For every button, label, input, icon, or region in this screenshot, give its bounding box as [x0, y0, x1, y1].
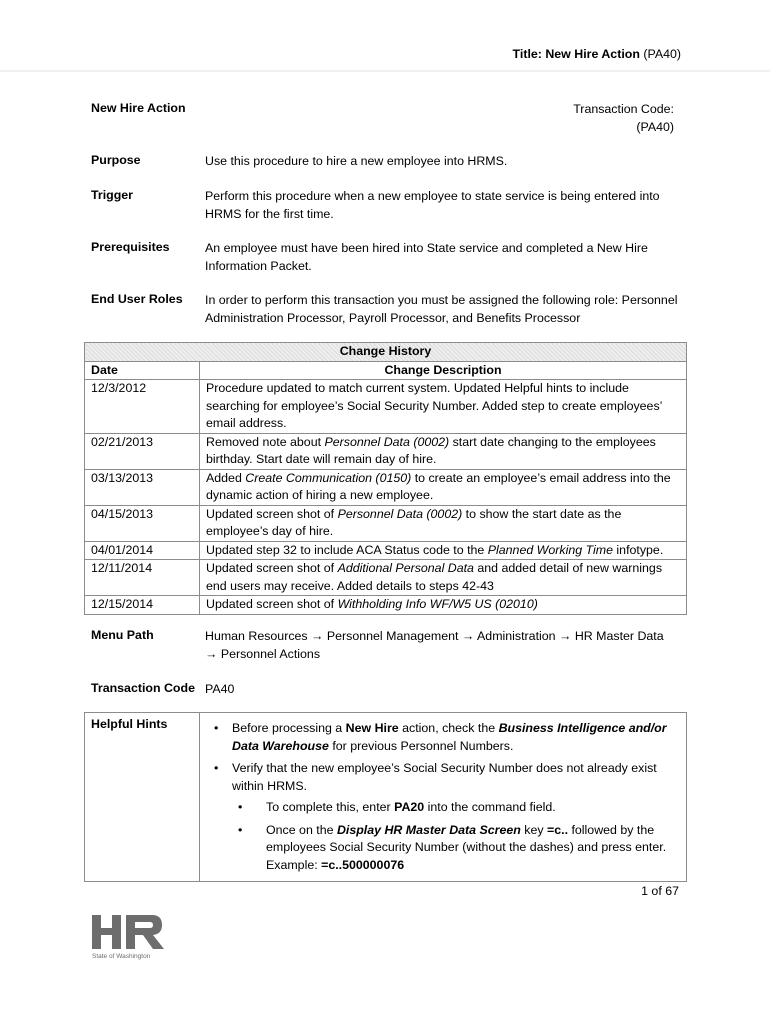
change-description: Procedure updated to match current system. Updated Helpful hints to include searching for employee’s Social Security Number. Added step to create employees’ email address. [200, 380, 687, 434]
menu-path-text [205, 628, 685, 663]
section-heading: New Hire Action [91, 101, 186, 115]
change-date: 12/11/2014 [85, 560, 200, 596]
change-history-row [85, 469, 687, 505]
menu-path-line-1: Human Resources → Personnel Management → Administration → HR Master Data [205, 629, 664, 643]
helpful-hints-content [200, 713, 687, 882]
transaction-code-heading: Transaction Code: (PA40) [573, 102, 674, 134]
description-column-header: Change Description [200, 361, 687, 380]
change-description: Removed note about Personnel Data (0002) start date changing to the employees birthday. Start date will remain day of hire. [200, 433, 687, 469]
page-number: 1 of 67 [641, 884, 679, 898]
hint-subitem: • To complete this, enter PA20 into the command field. [252, 799, 676, 817]
transaction-code-label: Transaction Code [91, 681, 195, 695]
helpful-hints-table [84, 712, 687, 882]
change-description: Added Create Communication (0150) to create an employee’s email address into the dynamic action of hiring a new employee. [200, 469, 687, 505]
trigger-label: Trigger [91, 188, 133, 202]
hint-item: • Before processing a New Hire action, check the Business Intelligence and/or Data Warehouse for previous Personnel Numbers. [228, 720, 676, 755]
header-divider [0, 70, 770, 72]
hr-logo [90, 913, 170, 964]
end-user-roles-label: End User Roles [91, 292, 183, 306]
date-column-header: Date [85, 361, 200, 380]
change-history-row [85, 541, 687, 560]
purpose-label: Purpose [91, 153, 141, 167]
end-user-roles-text: In order to perform this transaction you must be assigned the following role: Personnel Administration Processor, Payroll Processor, and Benefits Processor [205, 293, 678, 325]
menu-path-label: Menu Path [91, 628, 154, 642]
prerequisites-text: An employee must have been hired into State service and completed a New Hire Information Packet. [205, 241, 648, 273]
hint-item: • Verify that the new employee’s Social Security Number does not already exist within HRMS. • To complete this, enter PA20 into the command field. • Once on the Display HR Master Data Screen key =c.. followed by the employees Social Security Number (without the dashes) and press enter. Example: =c..500000076 [228, 760, 676, 874]
change-history-row [85, 380, 687, 434]
purpose-text: Use this procedure to hire a new employee into HRMS. [205, 154, 508, 168]
change-history-row [85, 560, 687, 596]
change-date: 04/01/2014 [85, 541, 200, 560]
document-title: Title: New Hire Action (PA40) [512, 47, 681, 61]
change-date: 03/13/2013 [85, 469, 200, 505]
change-date: 02/21/2013 [85, 433, 200, 469]
change-history-row [85, 596, 687, 615]
trigger-text: Perform this procedure when a new employee to state service is being entered into HRMS for the first time. [205, 189, 660, 221]
change-description: Updated screen shot of Additional Personal Data and added detail of new warnings end users may receive. Added details to steps 42-43 [200, 560, 687, 596]
change-history-row [85, 433, 687, 469]
prerequisites-label: Prerequisites [91, 240, 170, 254]
change-date: 12/3/2012 [85, 380, 200, 434]
hint-subitem: • Once on the Display HR Master Data Screen key =c.. followed by the employees Social Security Number (without the dashes) and press enter. Example: =c..500000076 [252, 822, 676, 875]
change-description: Updated step 32 to include ACA Status code to the Planned Working Time infotype. [200, 541, 687, 560]
change-date: 12/15/2014 [85, 596, 200, 615]
change-history-table [84, 342, 687, 615]
change-description: Updated screen shot of Personnel Data (0002) to show the start date as the employee’s day of hire. [200, 505, 687, 541]
change-history-row [85, 505, 687, 541]
transaction-code-value: PA40 [205, 682, 235, 696]
menu-path-line-2: → Personnel Actions [205, 646, 321, 661]
change-history-rows [85, 380, 687, 615]
helpful-hints-label: Helpful Hints [85, 713, 200, 882]
change-history-title: Change History [85, 343, 687, 362]
change-description: Updated screen shot of Withholding Info WF/W5 US (02010) [200, 596, 687, 615]
svg-text:State of Washington: State of Washington [92, 953, 151, 960]
change-date: 04/15/2013 [85, 505, 200, 541]
